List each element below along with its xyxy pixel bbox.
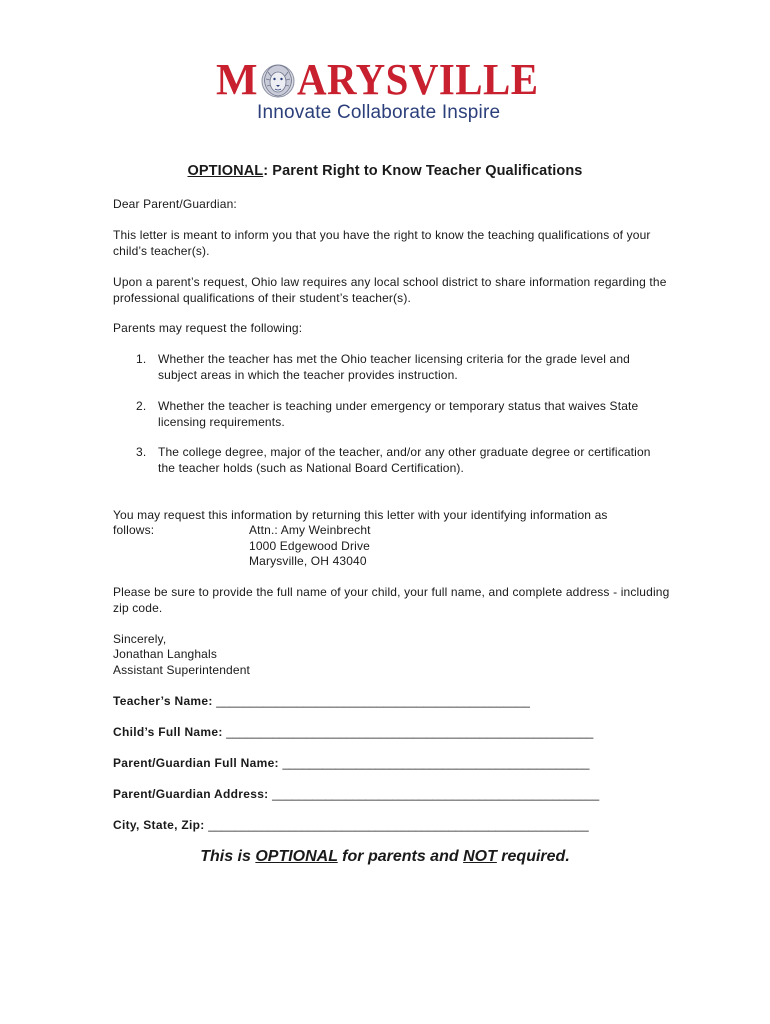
list-text: Whether the teacher has met the Ohio teacher licensing criteria for the grade level and subject areas in which the teacher provides instruction. (158, 352, 630, 382)
paragraph-ohio-law: Upon a parent’s request, Ohio law requires any local school district to share information regarding the professional qualifications of their student’s teacher(s). (113, 275, 667, 305)
logo-tagline: Innovate Collaborate Inspire (257, 102, 501, 123)
teacher-name-label: Teacher’s Name: (113, 694, 213, 708)
guardian-name-label: Parent/Guardian Full Name: (113, 756, 279, 770)
notice-optional: OPTIONAL (255, 848, 338, 865)
address-city: Marysville, OH 43040 (249, 554, 367, 568)
list-text: The college degree, major of the teacher, and/or any other graduate degree or certification the teacher holds (such as National Board Certification). (158, 445, 651, 475)
list-number: 1. (136, 352, 147, 366)
guardian-address-field[interactable] (113, 787, 599, 801)
list-number: 2. (136, 399, 147, 413)
city-state-zip-field[interactable] (113, 818, 589, 832)
notice-mid: for parents and (337, 848, 464, 865)
guardian-name-field[interactable] (113, 756, 589, 770)
notice-pre: This is (200, 848, 256, 865)
guardian-name-line[interactable]: ______________________________________________ (282, 756, 590, 770)
city-state-zip-line[interactable]: _________________________________________________________ (208, 818, 589, 832)
teacher-name-line[interactable]: _______________________________________________ (216, 694, 530, 708)
guardian-address-label: Parent/Guardian Address: (113, 787, 269, 801)
paragraph-intro: This letter is meant to inform you that you have the right to know the teaching qualifications of your child’s teacher(s). (113, 228, 651, 258)
optional-notice (0, 848, 770, 866)
signer-title: Assistant Superintendent (113, 663, 251, 677)
greeting: Dear Parent/Guardian: (113, 197, 237, 211)
list-text: Whether the teacher is teaching under emergency or temporary status that waives State licensing requirements. (158, 399, 639, 429)
logo-letters: ARYSVILLE (296, 55, 539, 104)
page-title (0, 163, 770, 179)
paragraph-request-list-intro: Parents may request the following: (113, 321, 303, 335)
address-street: 1000 Edgewood Drive (249, 539, 370, 553)
list-number: 3. (136, 445, 147, 459)
notice-post: required. (496, 848, 570, 865)
address-attn: Attn.: Amy Weinbrecht (249, 523, 371, 537)
teacher-name-field[interactable] (113, 694, 530, 708)
request-instructions: You may request this information by returning this letter with your identifying information as (113, 508, 608, 522)
guardian-address-line[interactable]: _________________________________________________ (272, 787, 600, 801)
signer-name: Jonathan Langhals (113, 647, 217, 661)
logo-letter-m: M (216, 55, 258, 104)
logo-wordmark (216, 55, 556, 104)
closing: Sincerely, (113, 632, 167, 646)
lion-head-icon (260, 62, 296, 98)
notice-not: NOT (463, 848, 497, 865)
district-logo (216, 56, 556, 128)
city-state-zip-label: City, State, Zip: (113, 818, 205, 832)
title-text: : Parent Right to Know Teacher Qualifications (263, 163, 583, 179)
child-name-field[interactable] (113, 725, 593, 739)
paragraph-full-name: Please be sure to provide the full name of your child, your full name, and complete address - including zip code. (113, 585, 670, 615)
title-optional: OPTIONAL (187, 163, 264, 179)
request-follows: follows: (113, 523, 155, 537)
child-name-line[interactable]: _______________________________________________________ (226, 725, 594, 739)
child-name-label: Child’s Full Name: (113, 725, 223, 739)
